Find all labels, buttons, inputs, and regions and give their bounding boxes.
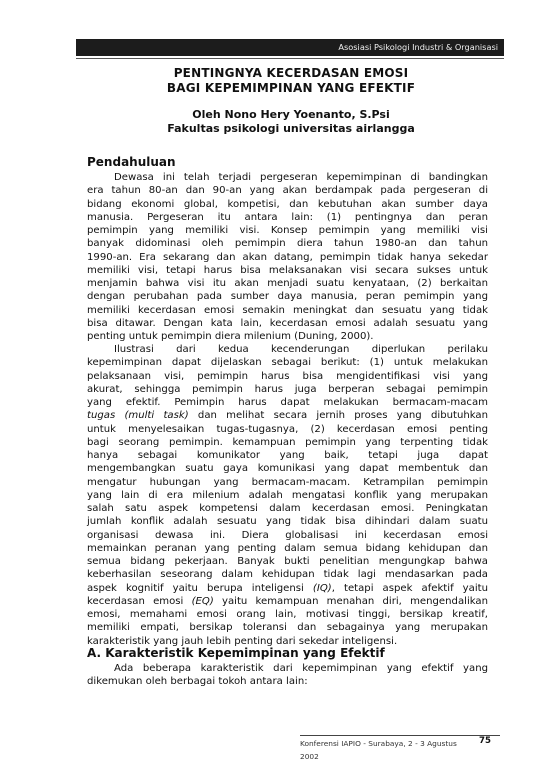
footer-rule: [300, 735, 500, 736]
footer-conference: Konferensi IAPIO - Surabaya, 2 - 3 Agustus: [300, 739, 457, 748]
paragraph-karakteristik-1: [87, 662, 488, 689]
text-line: banyak didominasi oleh pemimpin diera tahun 1980-an dan tahun: [87, 238, 488, 250]
text-line: mengatur hubungan yang bermacam-macam. Ketrampilan pemimpin: [87, 476, 488, 488]
text-line: memiliki kecerdasan emosi semakin meningkat dan sesuatu yang tidak: [87, 304, 488, 316]
text-line: salah satu aspek kompetensi dalam kecerdasan emosi. Peningkatan: [87, 503, 488, 514]
text-line: mengembangkan suatu gaya komunikasi yang dapat membentuk dan: [87, 463, 488, 475]
text-line: Ilustrasi dari kedua kecenderungan diperlukan perilaku: [114, 344, 488, 355]
text-line: tugas (multi task) dan melihat secara jernih proses yang dibutuhkan: [87, 410, 488, 422]
text-line: memiliki empati, bersikap toleransi dan sebagainya yang merupakan: [87, 622, 488, 634]
text-line: karakteristik yang jauh lebih penting dari sekedar inteligensi.: [87, 635, 398, 647]
text-line: era tahun 80-an dan 90-an yang akan berdampak pada pergeseran di: [87, 185, 488, 197]
text-line: pelaksanaan visi, pemimpin harus bisa mengidentifikasi visi yang: [87, 370, 488, 382]
paragraph-intro-1: [87, 171, 488, 343]
footer-year: 2002: [300, 752, 319, 761]
text-line: bagi seorang pemimpin. kemampuan pemimpin yang terpenting tidak: [87, 436, 488, 448]
text-line: Dewasa ini telah terjadi pergeseran kepemimpinan di bandingkan: [114, 172, 488, 183]
text-line: kepemimpinan dapat dijelaskan sebagai berikut: (1) untuk melakukan: [87, 357, 488, 369]
section-heading-pendahuluan: Pendahuluan: [87, 155, 176, 169]
text-line: pemimpin yang memiliki visi. Konsep pemimpin yang memiliki visi: [87, 225, 488, 236]
text-line: untuk menyelesaikan tugas-tugasnya, (2) kecerdasan emosi penting: [87, 423, 488, 435]
text-line: Ada beberapa karakteristik dari kepemimpinan yang efektif yang: [114, 663, 488, 674]
section-heading-karakteristik: A. Karakteristik Kepemimpinan yang Efektif: [87, 646, 385, 660]
text-line: penting untuk pemimpin diera milenium (Duning, 2000).: [87, 331, 374, 342]
header-rule: [76, 58, 504, 59]
paragraph-intro-2: [87, 343, 488, 648]
text-line: bidang ekonomi global, kompetisi, dan kebutuhan akan sumber daya: [87, 198, 488, 210]
text-line: 1990-an. Era sekarang dan akan datang, pemimpin tidak hanya sekedar: [87, 251, 488, 263]
paper-title-line2: BAGI KEPEMIMPINAN YANG EFEKTIF: [166, 81, 416, 95]
author-name: Oleh Nono Hery Yoenanto, S.Psi: [192, 108, 390, 121]
text-line: organisasi dewasa ini. Diera globalisasi ini kecerdasan emosi: [87, 529, 488, 541]
page-number: 75: [479, 736, 491, 746]
paper-title-line1: PENTINGNYA KECERDASAN EMOSI: [173, 66, 409, 80]
text-line: menjamin bahwa visi itu akan menjadi suatu kenyataan, (2) berkaitan: [87, 278, 488, 289]
text-line: dikemukan oleh berbagai tokoh antara lain:: [87, 676, 308, 688]
text-line: memiliki visi, tetapi harus bisa melaksanakan visi secara sukses untuk: [87, 264, 488, 276]
text-line: emosi, memahami emosi orang lain, motivasi tinggi, bersikap kreatif,: [87, 609, 488, 620]
text-line: hanya sebagai komunikator yang baik, tetapi juga dapat: [87, 450, 488, 461]
text-line: manusia. Pergeseran itu antara lain: (1) pentingnya dan peran: [87, 211, 488, 223]
text-line: kecerdasan emosi (EQ) yaitu kemampuan menahan diri, mengendalikan: [87, 595, 488, 607]
running-header-bar: [76, 39, 504, 56]
author-affiliation: Fakultas psikologi universitas airlangga: [167, 122, 415, 135]
text-line: akurat, sehingga pemimpin harus juga berperan sebagai pemimpin: [87, 383, 488, 395]
text-line: bisa ditawar. Dengan kata lain, kecerdasan emosi adalah sesuatu yang: [87, 317, 488, 329]
text-line: yang efektif. Pemimpin harus dapat melakukan bermacam-macam: [87, 397, 488, 408]
text-line: keberhasilan seseorang dalam kehidupan tidak lagi mendasarkan pada: [87, 569, 488, 581]
text-line: semua bidang pekerjaan. Banyak bukti penelitian mengungkap bahwa: [87, 556, 488, 567]
text-line: memainkan peranan yang penting dalam semua bidang kehidupan dan: [87, 542, 488, 554]
running-header-text: Asosiasi Psikologi Industri & Organisasi: [338, 42, 498, 52]
text-line: aspek kognitif yaitu berupa inteligensi (IQ), tetapi aspek afektif yaitu: [87, 582, 489, 594]
text-line: jumlah konflik adalah sesuatu yang tidak bisa dihindari dalam suatu: [87, 516, 488, 528]
text-line: yang lain di era milenium adalah mengatasi konflik yang merupakan: [87, 489, 488, 501]
text-line: dengan perubahan pada sumber daya manusia, peran pemimpin yang: [87, 291, 488, 303]
